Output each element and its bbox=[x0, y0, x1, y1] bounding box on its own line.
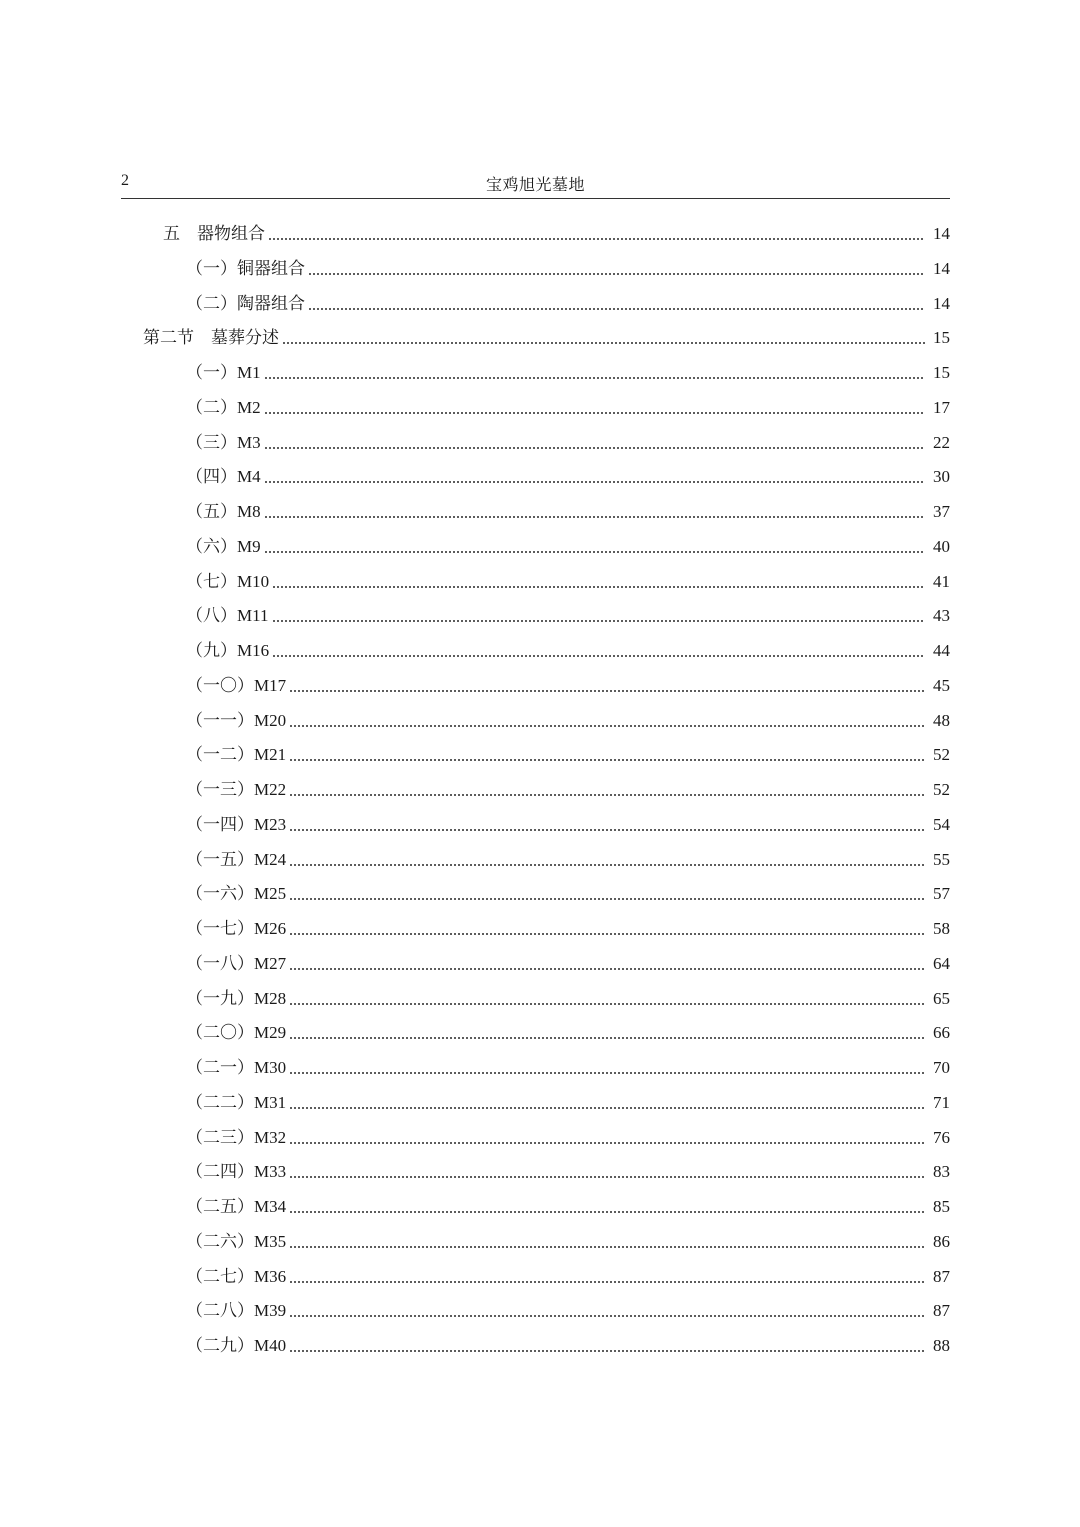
toc-entry-label: （一五）M24 bbox=[186, 849, 287, 869]
dot-leader bbox=[264, 516, 925, 518]
toc-entry[interactable] bbox=[186, 254, 950, 284]
dot-leader bbox=[264, 447, 925, 449]
toc-entry-page-number: 65 bbox=[933, 988, 950, 1008]
toc-entry-page-number: 70 bbox=[933, 1058, 950, 1077]
toc-entry-page-number: 14 bbox=[933, 224, 950, 243]
toc-entry[interactable] bbox=[186, 1053, 950, 1083]
toc-entry-page-number: 48 bbox=[933, 710, 950, 730]
toc-entry-label: （二五）M34 bbox=[186, 1197, 287, 1216]
dot-leader bbox=[264, 377, 925, 379]
toc-entry-page-number: 76 bbox=[933, 1127, 950, 1147]
toc-entry-label: （九）M16 bbox=[186, 641, 270, 660]
toc-entry-page-number: 30 bbox=[933, 467, 950, 487]
toc-entry-page-number: 85 bbox=[933, 1197, 950, 1216]
toc-entry-page-number: 15 bbox=[933, 363, 950, 382]
toc-entry-page-number: 55 bbox=[933, 849, 950, 869]
toc-entry-label: （一）铜器组合 bbox=[186, 258, 305, 278]
toc-entry[interactable] bbox=[186, 497, 950, 527]
toc-entry-label: （一二）M21 bbox=[186, 745, 287, 765]
toc-entry-page-number: 86 bbox=[933, 1231, 950, 1251]
toc-entry[interactable] bbox=[186, 810, 950, 840]
toc-entry-label: （八）M11 bbox=[186, 606, 269, 626]
toc-entry-page-number: 17 bbox=[933, 397, 950, 417]
toc-entry-label: （五）M8 bbox=[186, 502, 261, 521]
toc-entry[interactable] bbox=[186, 393, 950, 423]
toc-entry[interactable] bbox=[186, 1262, 950, 1292]
dot-leader bbox=[289, 1211, 925, 1213]
toc-entry-page-number: 45 bbox=[933, 675, 950, 695]
toc-entry-label: （二〇）M29 bbox=[186, 1023, 287, 1043]
toc-entry[interactable] bbox=[186, 532, 950, 562]
toc-entry-label: （二六）M35 bbox=[186, 1231, 287, 1251]
toc-entry-label: （六）M9 bbox=[186, 536, 261, 556]
toc-entry[interactable] bbox=[186, 1227, 950, 1257]
toc-entry-label: （一八）M27 bbox=[186, 953, 287, 973]
toc-entry[interactable] bbox=[186, 567, 950, 597]
toc-entry-label: （二）陶器组合 bbox=[186, 293, 305, 313]
toc-entry-label: （二七）M36 bbox=[186, 1266, 287, 1286]
dot-leader bbox=[289, 725, 925, 727]
toc-entry-label: 第二节 墓葬分述 bbox=[143, 328, 279, 348]
toc-entry[interactable] bbox=[186, 1296, 950, 1326]
toc-entry-label: （一四）M23 bbox=[186, 814, 287, 834]
toc-entry[interactable] bbox=[186, 706, 950, 736]
toc-entry[interactable] bbox=[186, 636, 950, 666]
dot-leader bbox=[272, 620, 926, 622]
toc-entry-page-number: 14 bbox=[933, 258, 950, 278]
dot-leader bbox=[272, 655, 925, 657]
toc-entry[interactable] bbox=[186, 671, 950, 701]
toc-entry-page-number: 66 bbox=[933, 1023, 950, 1043]
toc-entry-page-number: 41 bbox=[933, 571, 950, 591]
toc-entry-page-number: 54 bbox=[933, 814, 950, 834]
toc-entry[interactable] bbox=[186, 879, 950, 909]
toc-entry[interactable] bbox=[186, 984, 950, 1014]
toc-entry-page-number: 52 bbox=[933, 745, 950, 765]
toc-entry-label: （一〇）M17 bbox=[186, 675, 287, 695]
toc-entry-page-number: 58 bbox=[933, 919, 950, 938]
dot-leader bbox=[289, 690, 925, 692]
toc-entry-page-number: 64 bbox=[933, 953, 950, 973]
toc-entry[interactable] bbox=[186, 358, 950, 388]
toc-entry-label: （七）M10 bbox=[186, 571, 270, 591]
toc-entry-label: （二一）M30 bbox=[186, 1058, 287, 1077]
toc-entry[interactable] bbox=[186, 1018, 950, 1048]
toc-entry[interactable] bbox=[186, 1088, 950, 1118]
toc-entry-label: （二二）M31 bbox=[186, 1092, 287, 1112]
toc-entry-page-number: 52 bbox=[933, 780, 950, 799]
toc-entry[interactable] bbox=[163, 219, 950, 249]
running-title: 宝鸡旭光墓地 bbox=[485, 177, 585, 194]
dot-leader bbox=[289, 1072, 925, 1074]
toc-entry-page-number: 37 bbox=[933, 502, 950, 521]
toc-entry-label: （二八）M39 bbox=[186, 1301, 287, 1321]
toc-entry-label: （一九）M28 bbox=[186, 988, 287, 1008]
toc-entry[interactable] bbox=[186, 775, 950, 805]
toc-entry[interactable] bbox=[186, 462, 950, 492]
toc-entry-page-number: 71 bbox=[933, 1092, 950, 1112]
toc-entry[interactable] bbox=[186, 949, 950, 979]
dot-leader bbox=[264, 551, 925, 553]
toc-entry[interactable] bbox=[186, 1123, 950, 1153]
toc-entry-page-number: 83 bbox=[933, 1162, 950, 1182]
dot-leader bbox=[264, 412, 925, 414]
toc-entry-label: 五 器物组合 bbox=[163, 224, 265, 243]
toc-entry-label: （二）M2 bbox=[186, 397, 261, 417]
toc-entry-label: （二三）M32 bbox=[186, 1127, 287, 1147]
toc-entry-label: （一）M1 bbox=[186, 363, 261, 382]
dot-leader bbox=[289, 759, 925, 761]
toc-entry-label: （二九）M40 bbox=[186, 1336, 287, 1355]
dot-leader bbox=[289, 1003, 925, 1005]
dot-leader bbox=[289, 864, 925, 866]
toc-entry-label: （二四）M33 bbox=[186, 1162, 287, 1182]
toc-entry-page-number: 87 bbox=[933, 1301, 950, 1321]
dot-leader bbox=[282, 342, 925, 344]
toc-entry-label: （一三）M22 bbox=[186, 780, 287, 799]
dot-leader bbox=[289, 933, 925, 935]
dot-leader bbox=[289, 1176, 925, 1178]
dot-leader bbox=[289, 1315, 925, 1317]
toc-entry[interactable] bbox=[186, 289, 950, 319]
toc-entry-page-number: 44 bbox=[933, 641, 950, 660]
toc-entry[interactable] bbox=[186, 601, 950, 631]
toc-entry[interactable] bbox=[186, 428, 950, 458]
dot-leader bbox=[289, 1142, 925, 1144]
toc-entry-label: （一一）M20 bbox=[186, 710, 287, 730]
toc-entry[interactable] bbox=[143, 323, 950, 353]
toc-entry[interactable] bbox=[186, 1157, 950, 1187]
page-header bbox=[121, 168, 950, 199]
toc-entry[interactable] bbox=[186, 845, 950, 875]
dot-leader bbox=[289, 1107, 925, 1109]
dot-leader bbox=[289, 829, 925, 831]
dot-leader bbox=[308, 308, 925, 310]
toc-entry[interactable] bbox=[186, 740, 950, 770]
dot-leader bbox=[289, 1037, 925, 1039]
dot-leader bbox=[289, 794, 925, 796]
dot-leader bbox=[268, 238, 925, 240]
toc-entry[interactable] bbox=[186, 914, 950, 944]
toc-entry-label: （四）M4 bbox=[186, 467, 261, 487]
toc-entry[interactable] bbox=[186, 1331, 950, 1361]
page-number: 2 bbox=[121, 172, 129, 189]
toc-entry-page-number: 57 bbox=[933, 884, 950, 904]
dot-leader bbox=[289, 898, 925, 900]
toc-entry-page-number: 14 bbox=[933, 293, 950, 313]
toc-entry-label: （一七）M26 bbox=[186, 919, 287, 938]
dot-leader bbox=[264, 481, 925, 483]
toc-entry-page-number: 40 bbox=[933, 536, 950, 556]
toc-entry-page-number: 22 bbox=[933, 432, 950, 452]
dot-leader bbox=[289, 1281, 925, 1283]
toc-entry-label: （一六）M25 bbox=[186, 884, 287, 904]
toc-entry-label: （三）M3 bbox=[186, 432, 261, 452]
dot-leader bbox=[289, 1246, 925, 1248]
toc-entry[interactable] bbox=[186, 1192, 950, 1222]
dot-leader bbox=[289, 968, 925, 970]
toc-entry-page-number: 43 bbox=[933, 606, 950, 626]
dot-leader bbox=[289, 1350, 925, 1352]
toc-entry-page-number: 15 bbox=[933, 328, 950, 348]
toc-entry-page-number: 87 bbox=[933, 1266, 950, 1286]
dot-leader bbox=[272, 586, 925, 588]
toc-entry-page-number: 88 bbox=[933, 1336, 950, 1355]
dot-leader bbox=[308, 273, 925, 275]
